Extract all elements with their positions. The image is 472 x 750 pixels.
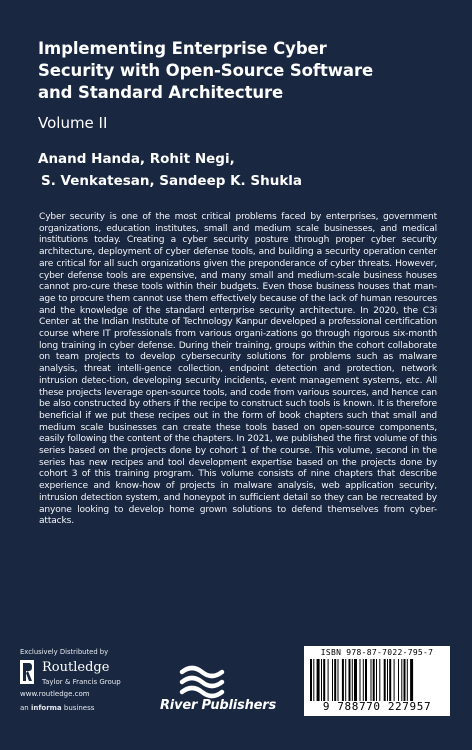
- informa-brand: informa: [30, 704, 62, 712]
- volume-label: Volume II: [38, 114, 108, 132]
- authors-line-2: S. Venkatesan, Sandeep K. Shukla: [41, 173, 303, 189]
- back-cover-blurb: Cyber security is one of the most critical problems faced by enterprises, government organizations, education institutes, small and medium scale businesses, and medical institutions today. Creating a cyber security posture through proper cyber security architecture, deployment of cyber defense tools, and building a security operation center are critical for all such organizations given the preponderance of cyber threats. However, cyber defense tools are expensive, and many small and medium-scale business houses cannot pro-cure these tools within their budgets. Even those business houses that man-age to procure them cannot use them effectively because of the lack of human resources and the knowledge of the standard enterprise security architecture. In 2020, the C3i Center at the Indian Institute of Technology Kanpur developed a professional certification course where IT professionals from various organi-zations go through rigorous six-month long training in cyber defense. During their training, groups within the cohort collaborate on team projects to develop cybersecurity solutions for problems such as malware analysis, threat intelli-gence collection, endpoint detection and protection, network intrusion detec-tion, developing security incidents, event management systems, etc. All these projects leverage open-source tools, and code from various sources, and hence can be also constructed by others if the recipe to construct such tools is known. It is therefore beneficial if we put these recipes out in the form of book chapters such that small and medium scale businesses can create these tools based on open-source components, easily following the content of the chapters. In 2021, we published the first volume of this series based on the projects done by cohort 1 of the course. This volume, second in the series has new recipes and tool development expertise based on the projects done by cohort 3 of this training program. This volume consists of nine chapters that describe experience and know-how of projects in malware analysis, web application security, intrusion detection system, and honeypot in sufficient detail so they can be recreated by anyone looking to develop home grown solutions to defend themselves from cyber-attacks.: [39, 212, 437, 527]
- barcode-bars: [310, 659, 444, 701]
- title-line-1: Implementing Enterprise Cyber: [38, 39, 327, 58]
- informa-prefix: an: [20, 704, 31, 712]
- authors: [38, 148, 438, 192]
- informa-line: [20, 704, 94, 712]
- isbn-number: ISBN 978-87-7022-795-7: [320, 648, 434, 657]
- title-line-3: and Standard Architecture: [38, 83, 284, 102]
- authors-line-1: Anand Handa, Rohit Negi,: [38, 151, 235, 167]
- distributed-by-label: Exclusively Distributed by: [20, 648, 109, 656]
- routledge-url: www.routledge.com: [20, 690, 90, 698]
- publisher-name: River Publishers: [160, 698, 276, 713]
- ean-digits: 9 788770 227957: [322, 700, 432, 713]
- routledge-subtitle: Taylor & Francis Group: [42, 678, 121, 686]
- book-title: [38, 38, 438, 104]
- informa-suffix: business: [61, 704, 95, 712]
- routledge-name: Routledge: [42, 660, 110, 675]
- title-line-2: Security with Open-Source Software: [38, 61, 374, 80]
- routledge-emblem-icon: [20, 660, 34, 684]
- isbn-barcode: [304, 646, 450, 716]
